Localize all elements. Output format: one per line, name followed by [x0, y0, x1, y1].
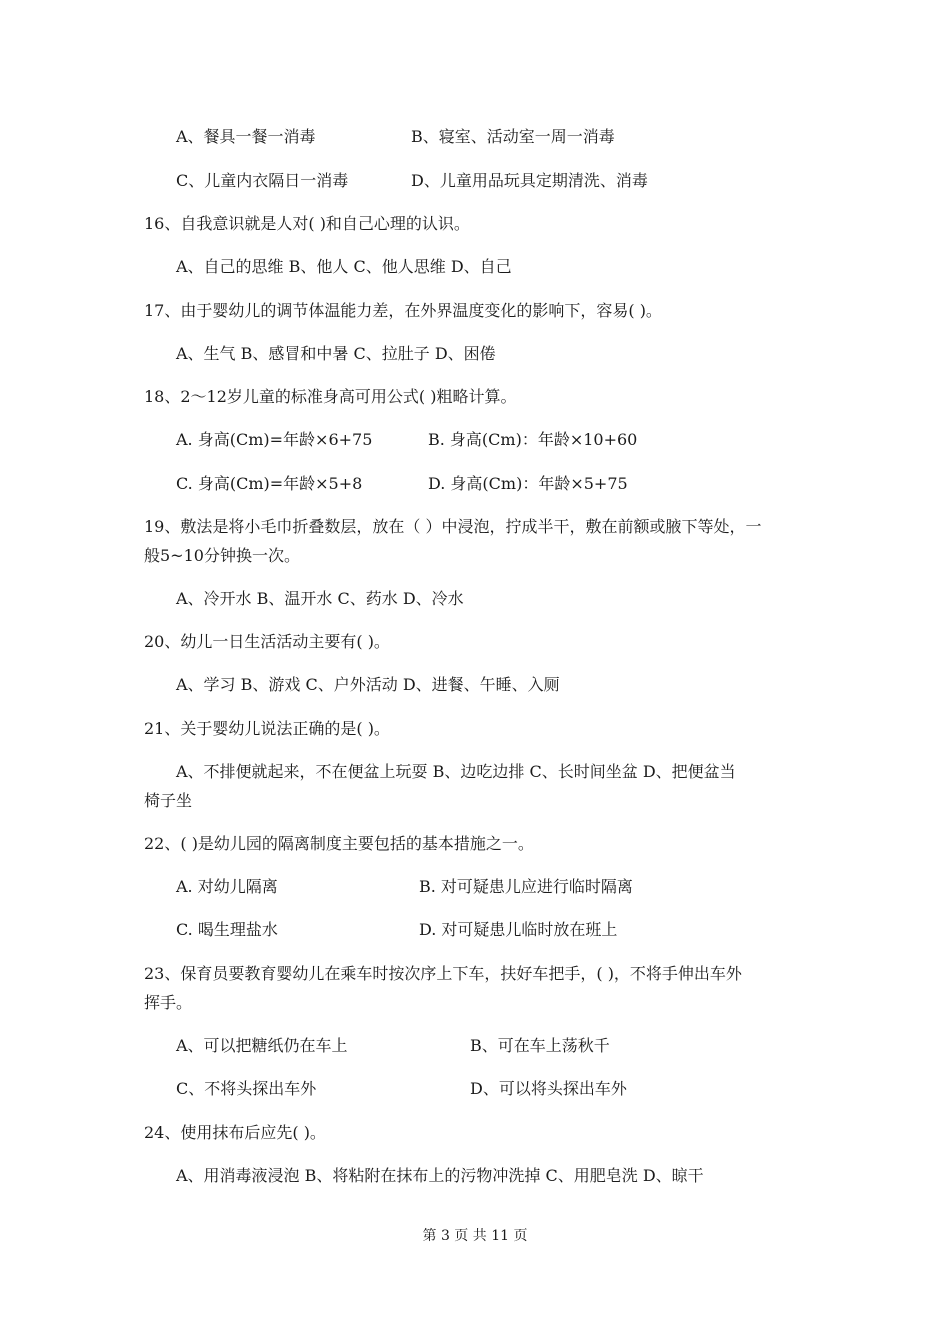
q18-option-a: A. 身高(Cm)=年龄×6+75 — [176, 430, 373, 449]
q22-option-a: A. 对幼儿隔离 — [176, 877, 278, 896]
q23-option-b: B、可在车上荡秋千 — [470, 1036, 610, 1055]
q20-options: A、学习 B、游戏 C、户外活动 D、进餐、午睡、入厕 — [176, 675, 560, 694]
q18-option-b: B. 身高(Cm)：年龄×10+60 — [428, 430, 638, 449]
q18-option-c: C. 身高(Cm)=年龄×5+8 — [176, 474, 363, 493]
q24-text: 24、使用抹布后应先( )。 — [144, 1123, 326, 1142]
q23-text-line1: 23、保育员要教育婴幼儿在乘车时按次序上下车，扶好车把手，( )，不将手伸出车外 — [144, 964, 742, 983]
q15-option-b: B、寝室、活动室一周一消毒 — [411, 127, 615, 146]
q21-options-line1: A、不排便就起来，不在便盆上玩耍 B、边吃边排 C、长时间坐盆 D、把便盆当 — [176, 762, 736, 781]
q22-option-d: D. 对可疑患儿临时放在班上 — [419, 920, 618, 939]
q21-text: 21、关于婴幼儿说法正确的是( )。 — [144, 719, 390, 738]
q23-text-line2: 挥手。 — [144, 993, 193, 1012]
q22-option-b: B. 对可疑患儿应进行临时隔离 — [419, 877, 633, 896]
q17-text: 17、由于婴幼儿的调节体温能力差，在外界温度变化的影响下，容易( )。 — [144, 301, 662, 320]
q18-text: 18、2～12岁儿童的标准身高可用公式( )粗略计算。 — [144, 387, 517, 406]
q18-option-d: D. 身高(Cm)：年龄×5+75 — [428, 474, 628, 493]
q24-options: A、用消毒液浸泡 B、将粘附在抹布上的污物冲洗掉 C、用肥皂洗 D、晾干 — [176, 1166, 704, 1185]
q22-option-c: C. 喝生理盐水 — [176, 920, 278, 939]
q23-option-d: D、可以将头探出车外 — [470, 1079, 627, 1098]
q15-option-a: A、餐具一餐一消毒 — [176, 127, 316, 146]
q17-options: A、生气 B、感冒和中暑 C、拉肚子 D、困倦 — [176, 344, 496, 363]
q23-option-a: A、可以把糖纸仍在车上 — [176, 1036, 348, 1055]
q19-options: A、冷开水 B、温开水 C、药水 D、冷水 — [176, 589, 464, 608]
q15-option-d: D、儿童用品玩具定期清洗、消毒 — [411, 171, 648, 190]
q19-text-line1: 19、敷法是将小毛巾折叠数层，放在（ ）中浸泡，拧成半干，敷在前额或腋下等处，一 — [144, 517, 762, 536]
q16-text: 16、自我意识就是人对( )和自己心理的认识。 — [144, 214, 470, 233]
q15-option-c: C、儿童内衣隔日一消毒 — [176, 171, 349, 190]
q23-option-c: C、不将头探出车外 — [176, 1079, 317, 1098]
page-footer: 第 3 页 共 11 页 — [422, 1228, 528, 1244]
q16-options: A、自己的思维 B、他人 C、他人思维 D、自己 — [176, 257, 512, 276]
q22-text: 22、( )是幼儿园的隔离制度主要包括的基本措施之一。 — [144, 834, 534, 853]
q20-text: 20、幼儿一日生活活动主要有( )。 — [144, 632, 390, 651]
q19-text-line2: 般5~10分钟换一次。 — [144, 546, 300, 565]
q21-options-line2: 椅子坐 — [144, 791, 193, 810]
